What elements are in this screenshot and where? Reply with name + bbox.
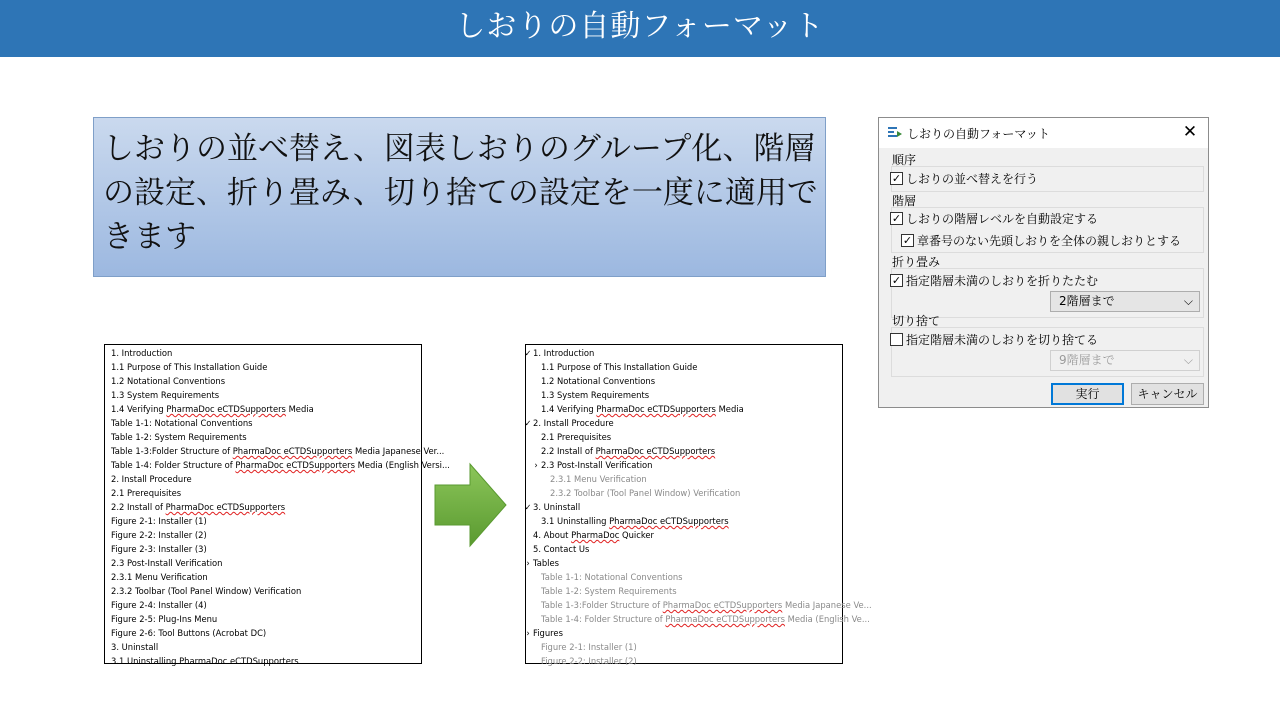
bookmark-label: 1.2 Notational Conventions xyxy=(541,376,656,386)
bookmark-label: Figure 2-6: Tool Buttons (Acrobat DC) xyxy=(111,628,267,638)
checkbox-auto-level[interactable]: ✓ しおりの階層レベルを自動設定する xyxy=(891,212,1099,226)
bookmark-label-spellcheck: PharmaDoc eCTDSupporters xyxy=(662,600,783,610)
bookmark-label: 2. Install Procedure xyxy=(111,474,192,484)
bookmark-label-part: 2.2 Install of xyxy=(541,446,596,456)
bookmark-label-spellcheck: PharmaDoc eCTDSupporters xyxy=(232,446,353,456)
bookmarks-before-panel xyxy=(104,344,450,666)
bookmark-label: 1.1 Purpose of This Installation Guide xyxy=(111,362,268,372)
checkbox-fold[interactable]: ✓ 指定階層未満のしおりを折りたたむ xyxy=(891,274,1099,288)
bookmark-label-part: Media (English Ve... xyxy=(784,614,870,624)
bookmark-label-part: Table 1-3:Folder Structure of xyxy=(111,446,233,456)
bookmark-item[interactable] xyxy=(111,402,314,416)
bookmark-item[interactable] xyxy=(541,584,677,598)
bookmark-item[interactable] xyxy=(111,570,208,584)
chevron-down-icon: ⌵ xyxy=(1183,353,1193,367)
bookmark-label-part: 2.2 Install of xyxy=(111,502,166,512)
bookmark-label: 3.1 Uninstalling PharmaDoc eCTDSupporters xyxy=(111,656,299,666)
bookmark-item[interactable] xyxy=(541,612,870,626)
bookmark-item[interactable] xyxy=(541,514,729,528)
bookmark-item[interactable] xyxy=(550,486,740,500)
bookmark-item[interactable] xyxy=(533,528,654,542)
bookmark-item[interactable] xyxy=(111,542,207,556)
bookmark-label: 1.3 System Requirements xyxy=(541,390,650,400)
bookmark-label-part: 1.4 Verifying xyxy=(541,404,597,414)
checkbox-box[interactable]: ✓ xyxy=(891,172,902,185)
collapsed-chevron-icon[interactable]: › xyxy=(526,558,530,568)
bookmark-label: Figure 2-1: Installer (1) xyxy=(541,642,637,652)
bookmark-label: 3. Uninstall xyxy=(533,502,581,512)
expanded-chevron-icon[interactable]: ✓ xyxy=(524,418,532,428)
bookmark-item[interactable] xyxy=(111,430,247,444)
bookmark-item[interactable] xyxy=(111,514,207,528)
arrow-right-icon xyxy=(434,463,507,547)
bookmark-label: 1. Introduction xyxy=(111,348,173,358)
checkbox-box[interactable]: ✓ xyxy=(891,212,902,225)
bookmark-item[interactable] xyxy=(111,612,217,626)
bookmark-label-part: Media xyxy=(715,404,744,414)
bookmark-label: 3. Uninstall xyxy=(111,642,159,652)
bookmarks-after-panel xyxy=(524,344,872,666)
collapsed-chevron-icon[interactable]: › xyxy=(534,460,538,470)
truncate-level-select[interactable]: 9階層まで ⌵ xyxy=(1050,350,1200,371)
bookmark-label: Table 1-1: Notational Conventions xyxy=(541,572,683,582)
bookmark-label: Figure 2-3: Installer (3) xyxy=(111,544,207,554)
bookmark-label-spellcheck: PharmaDoc xyxy=(571,530,620,540)
bookmark-label: 2.3 Post-Install Verification xyxy=(111,558,223,568)
bookmark-label: Table 1-2: System Requirements xyxy=(111,432,247,442)
bookmark-label-spellcheck: PharmaDoc eCTDSupporters xyxy=(165,502,286,512)
bookmark-item[interactable] xyxy=(111,346,172,360)
collapsed-chevron-icon[interactable]: › xyxy=(526,628,530,638)
bookmark-item[interactable] xyxy=(541,388,649,402)
dialog-titlebar xyxy=(879,118,1208,148)
bookmark-label: Figure 2-1: Installer (1) xyxy=(111,516,207,526)
bookmark-item[interactable] xyxy=(111,486,181,500)
bookmark-item[interactable] xyxy=(541,598,872,612)
bookmark-label: 1. Introduction xyxy=(533,348,595,358)
checkbox-parent-bookmark[interactable]: ✓ 章番号のない先頭しおりを全体の親しおりとする xyxy=(902,234,1182,248)
checkbox-box[interactable] xyxy=(890,333,903,346)
bookmark-item[interactable] xyxy=(533,416,614,430)
bookmark-label: Figures xyxy=(533,628,563,638)
bookmark-label-part: Table 1-4: Folder Structure of xyxy=(111,460,236,470)
bookmark-label: Tables xyxy=(533,558,560,568)
bookmark-label: Figure 2-5: Plug-Ins Menu xyxy=(111,614,218,624)
bookmark-label: 1.2 Notational Conventions xyxy=(111,376,226,386)
bookmark-label-part: 1.4 Verifying xyxy=(111,404,167,414)
bookmark-label-part: Table 1-3:Folder Structure of xyxy=(541,600,663,610)
bookmark-item[interactable] xyxy=(111,640,158,654)
bookmark-item[interactable] xyxy=(111,444,444,458)
bookmark-label-part: Quicker xyxy=(619,530,654,540)
bookmark-item[interactable] xyxy=(541,640,637,654)
bookmark-item[interactable] xyxy=(541,402,744,416)
bookmark-item[interactable] xyxy=(111,556,222,570)
bookmark-label-spellcheck: PharmaDoc eCTDSupporters xyxy=(235,460,355,470)
bookmark-item[interactable] xyxy=(533,500,580,514)
bookmark-label: Figure 2-2: Installer (2) xyxy=(111,530,207,540)
bookmark-item[interactable] xyxy=(533,542,589,556)
bookmark-label-spellcheck: PharmaDoc eCTDSupporters xyxy=(609,516,729,526)
group-label-order: 順序 xyxy=(892,153,917,167)
bookmark-item[interactable] xyxy=(541,430,611,444)
bookmark-label: Figure 2-2: Installer (2) xyxy=(541,656,637,666)
bookmark-item[interactable] xyxy=(111,654,299,668)
checkbox-sort[interactable]: ✓ しおりの並べ替えを行う xyxy=(891,172,1039,186)
bookmark-label-spellcheck: PharmaDoc eCTDSupporters xyxy=(166,404,286,414)
bookmark-item[interactable] xyxy=(533,556,559,570)
bookmark-label: Figure 2-4: Installer (4) xyxy=(111,600,207,610)
bookmark-item[interactable] xyxy=(541,374,655,388)
bookmark-label: 2.1 Prerequisites xyxy=(541,432,612,442)
bookmark-label: 5. Contact Us xyxy=(533,544,590,554)
expanded-chevron-icon[interactable]: ✓ xyxy=(524,348,532,358)
bookmark-label: 2.3.1 Menu Verification xyxy=(111,572,208,582)
checkbox-box[interactable]: ✓ xyxy=(891,274,902,287)
bookmark-label: 1.1 Purpose of This Installation Guide xyxy=(541,362,698,372)
bookmark-item[interactable] xyxy=(541,444,715,458)
bookmark-label-spellcheck: PharmaDoc eCTDSupporters xyxy=(596,404,716,414)
bookmark-label: 2.3.1 Menu Verification xyxy=(550,474,647,484)
bookmark-label-part: Media xyxy=(285,404,314,414)
bookmark-item[interactable] xyxy=(541,360,697,374)
bookmark-label-part: 3.1 Uninstalling xyxy=(541,516,610,526)
bookmark-item[interactable] xyxy=(550,472,647,486)
bookmark-item[interactable] xyxy=(541,654,637,668)
expanded-chevron-icon[interactable]: ✓ xyxy=(524,502,532,512)
bookmark-label-part: Media Japanese Ve... xyxy=(782,600,872,610)
bookmark-item[interactable] xyxy=(111,360,267,374)
bookmark-item[interactable] xyxy=(533,346,594,360)
bookmark-label-part: Media (English Versi... xyxy=(354,460,450,470)
bookmark-item[interactable] xyxy=(111,416,253,430)
bookmark-label: 2.3.2 Toolbar (Tool Panel Window) Verification xyxy=(111,586,302,596)
bookmark-item[interactable] xyxy=(111,598,207,612)
bookmark-format-icon xyxy=(887,125,903,141)
cancel-button[interactable]: キャンセル xyxy=(1131,383,1204,405)
execute-button[interactable]: 実行 xyxy=(1051,383,1124,405)
bookmark-label: 1.3 System Requirements xyxy=(111,390,220,400)
bookmark-item[interactable] xyxy=(533,626,563,640)
bookmark-item[interactable] xyxy=(111,584,301,598)
fold-level-select[interactable]: 2階層まで ⌵ xyxy=(1050,291,1200,312)
bookmark-label-part: 4. About xyxy=(533,530,572,540)
description-callout xyxy=(93,117,826,277)
bookmark-label-part: Table 1-4: Folder Structure of xyxy=(541,614,666,624)
bookmark-item[interactable] xyxy=(541,570,683,584)
bookmark-item[interactable] xyxy=(111,458,450,472)
checkbox-box[interactable]: ✓ xyxy=(902,234,913,247)
bookmark-label: Table 1-2: System Requirements xyxy=(541,586,677,596)
slide-title: しおりの自動フォーマット xyxy=(455,9,825,44)
bookmark-item[interactable] xyxy=(111,388,219,402)
bookmark-item[interactable] xyxy=(111,374,225,388)
bookmark-label: 2.3 Post-Install Verification xyxy=(541,460,653,470)
bookmark-label: 2.3.2 Toolbar (Tool Panel Window) Verification xyxy=(550,488,741,498)
bookmark-label: 2. Install Procedure xyxy=(533,418,614,428)
bookmark-label-spellcheck: PharmaDoc eCTDSupporters xyxy=(665,614,785,624)
bookmark-item[interactable] xyxy=(541,458,652,472)
group-label-fold: 折り畳み xyxy=(892,255,941,269)
dialog-title: しおりの自動フォーマット xyxy=(907,127,1050,141)
checkbox-truncate[interactable]: 指定階層未満のしおりを切り捨てる xyxy=(890,331,1098,348)
bookmark-item[interactable] xyxy=(111,472,192,486)
bookmark-label-spellcheck: PharmaDoc eCTDSupporters xyxy=(595,446,716,456)
bookmark-label-part: Media Japanese Ver... xyxy=(352,446,445,456)
callout-text: しおりの並べ替え、図表しおりのグループ化、階層の設定、折り畳み、切り捨ての設定を一度に適用できます xyxy=(103,131,818,255)
bookmark-label: 2.1 Prerequisites xyxy=(111,488,182,498)
bookmark-item[interactable] xyxy=(111,528,207,542)
bookmark-label: Table 1-1: Notational Conventions xyxy=(111,418,253,428)
chevron-down-icon: ⌵ xyxy=(1183,294,1193,308)
auto-format-dialog xyxy=(878,117,1209,408)
group-label-level: 階層 xyxy=(892,194,917,208)
close-icon[interactable]: ✕ xyxy=(1182,122,1198,142)
group-label-truncate: 切り捨て xyxy=(892,314,941,328)
bookmark-item[interactable] xyxy=(111,626,266,640)
bookmark-item[interactable] xyxy=(111,500,285,514)
